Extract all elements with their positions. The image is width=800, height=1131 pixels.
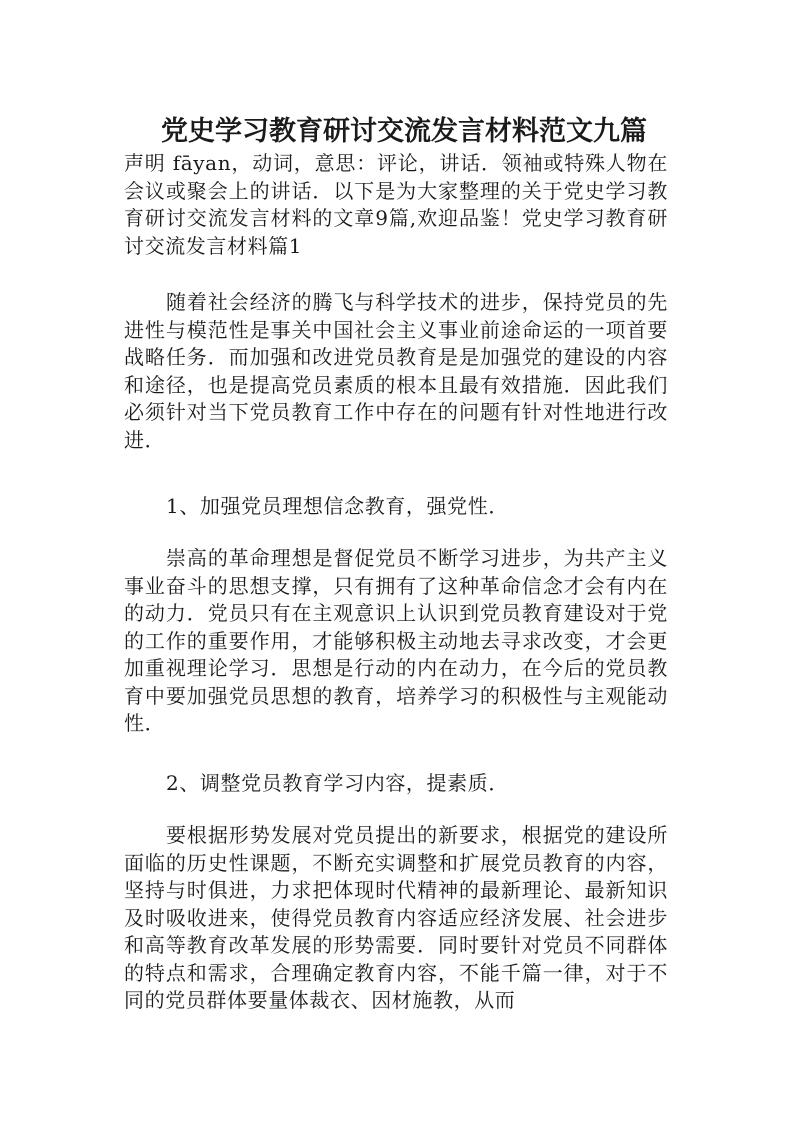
document-title: 党史学习教育研讨交流发言材料范文九篇 <box>161 116 647 147</box>
paragraph-1: 随着社会经济的腾飞与科学技术的进步，保持党员的先进性与模范性是事关中国社会主义事业前途命运的一项首要战略任务．而加强和改进党员教育是是加强党的建设的内容和途径，也是提高党员素质的根本且最有效措施．因此我们必须针对当下党员教育工作中存在的问题有针对性地进行改进． <box>124 290 668 452</box>
paragraph-2: 崇高的革命理想是督促党员不断学习进步，为共产主义事业奋斗的思想支撑，只有拥有了这种革命信念才会有内在的动力．党员只有在主观意识上认识到党员教育建设对于党的工作的重要作用，才能够积极主动地去寻求改变，才会更加重视理论学习．思想是行动的内在动力，在今后的党员教育中要加强党员思想的教育，培养学习的积极性与主观能动性． <box>124 546 668 735</box>
paragraph-3: 要根据形势发展对党员提出的新要求，根据党的建设所面临的历史性课题，不断充实调整和扩展党员教育的内容，坚持与时俱进，力求把体现时代精神的最新理论、最新知识及时吸收进来，使得党员教育内容适应经济发展、社会进步和高等教育改革发展的形势需要．同时要针对党员不同群体的特点和需求，合理确定教育内容，不能千篇一律，对于不同的党员群体要量体裁衣、因材施教，从而 <box>124 823 668 1012</box>
section-heading-2: 2、调整党员教育学习内容，提素质． <box>166 771 509 795</box>
intro-paragraph: 声明 fāyan，动词，意思：评论，讲话．领袖或特殊人物在会议或聚会上的讲话．以下是为大家整理的关于党史学习教育研讨交流发言材料的文章9篇,欢迎品鉴！党史学习教育研讨交流发言材料篇1 <box>124 151 668 258</box>
section-heading-1: 1、加强党员理想信念教育，强党性． <box>166 494 509 518</box>
